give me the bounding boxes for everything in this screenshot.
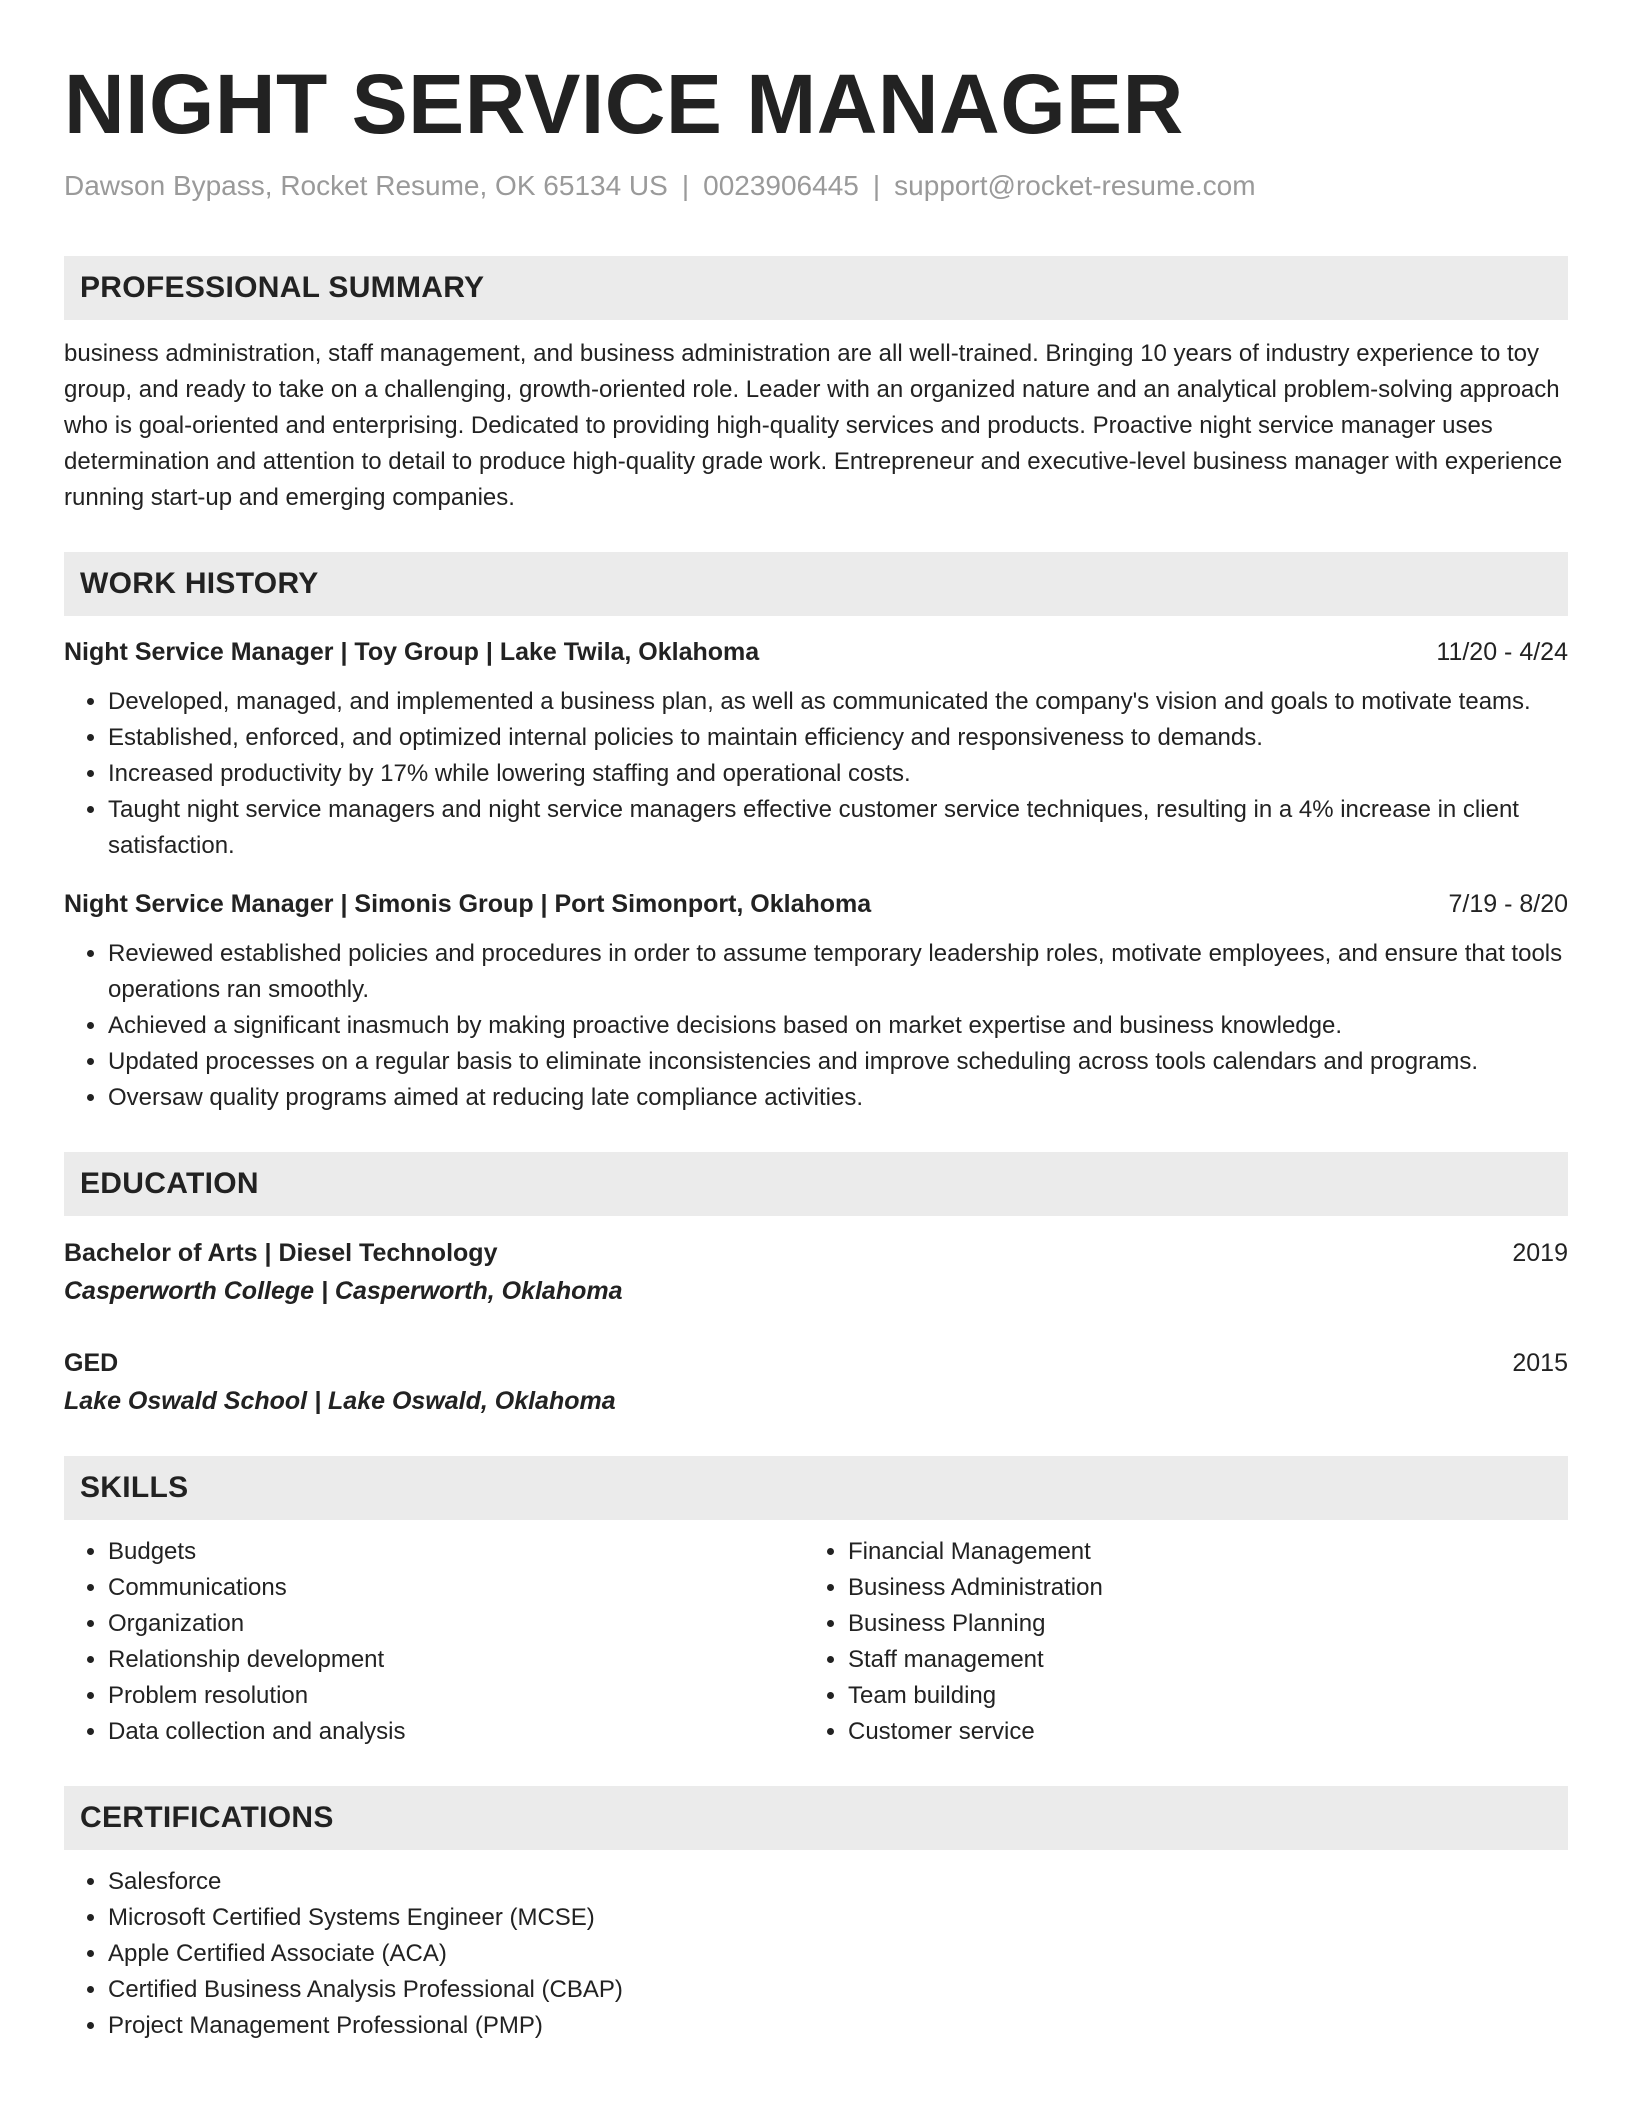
job-bullet: • Achieved a significant inasmuch by making proactive decisions based on market expertise and business knowledge. — [108, 1008, 1568, 1044]
job-bullets — [64, 936, 1568, 1116]
job-title: Night Service Manager | Toy Group | Lake Twila, Oklahoma — [64, 638, 760, 666]
job-bullet: • Increased productivity by 17% while lowering staffing and operational costs. — [108, 756, 1568, 792]
contact-separator: | — [681, 170, 690, 201]
skill-item: • Staff management — [848, 1642, 1564, 1678]
job-entry — [64, 886, 1568, 1116]
certification-item: • Salesforce — [108, 1864, 1568, 1900]
section-header-work-history: WORK HISTORY — [64, 552, 1568, 616]
skill-item: • Communications — [108, 1570, 804, 1606]
job-entry — [64, 634, 1568, 864]
skills-list — [64, 1534, 1568, 1750]
contact-address: Dawson Bypass, Rocket Resume, OK 65134 US — [64, 170, 668, 201]
education-header — [64, 1234, 1568, 1272]
education-year: 2015 — [1512, 1349, 1568, 1377]
skill-item: • Team building — [848, 1678, 1564, 1714]
education-degree: Bachelor of Arts | Diesel Technology — [64, 1239, 498, 1267]
job-bullet: • Oversaw quality programs aimed at reducing late compliance activities. — [108, 1080, 1568, 1116]
education-entry — [64, 1234, 1568, 1310]
skills-column-right — [804, 1534, 1564, 1750]
contact-line — [64, 168, 1568, 204]
job-bullet: • Established, enforced, and optimized internal policies to maintain efficiency and responsiveness to demands. — [108, 720, 1568, 756]
certification-item: • Microsoft Certified Systems Engineer (MCSE) — [108, 1900, 1568, 1936]
job-title: Night Service Manager | Simonis Group | Port Simonport, Oklahoma — [64, 890, 872, 918]
job-header — [64, 634, 1568, 670]
skill-item: • Problem resolution — [108, 1678, 804, 1714]
job-bullet: • Developed, managed, and implemented a business plan, as well as communicated the company's vision and goals to motivate teams. — [108, 684, 1568, 720]
skill-item: • Business Planning — [848, 1606, 1564, 1642]
section-header-certifications: CERTIFICATIONS — [64, 1786, 1568, 1850]
skills-column-left — [64, 1534, 804, 1750]
skill-item: • Relationship development — [108, 1642, 804, 1678]
skill-item: • Organization — [108, 1606, 804, 1642]
summary-text: business administration, staff management, and business administration are all well-trained. Bringing 10 years of industry experience to toy group, and ready to take on a challenging, growth-oriented role. Leader with an organized nature and an analytical problem-solving approach who is goal-oriented and enterprising. Dedicated to providing high-quality services and products. Proactive night service manager uses determination and attention to detail to produce high-quality grade work. Entrepreneur and executive-level business manager with experience running start-up and emerging companies. — [64, 340, 1563, 511]
certifications-list — [64, 1864, 1568, 2044]
education-entry — [64, 1344, 1568, 1420]
contact-phone: 0023906445 — [703, 170, 859, 201]
education-school: Casperworth College | Casperworth, Oklahoma — [64, 1277, 623, 1305]
job-bullet: • Updated processes on a regular basis to eliminate inconsistencies and improve scheduling across tools calendars and programs. — [108, 1044, 1568, 1080]
education-degree: GED — [64, 1349, 119, 1377]
job-header — [64, 886, 1568, 922]
contact-email: support@rocket-resume.com — [894, 170, 1256, 201]
job-bullet: • Reviewed established policies and procedures in order to assume temporary leadership roles, motivate employees, and ensure that tools operations ran smoothly. — [108, 936, 1568, 1008]
certification-item: • Project Management Professional (PMP) — [108, 2008, 1568, 2044]
section-header-summary: PROFESSIONAL SUMMARY — [64, 256, 1568, 320]
resume-title: NIGHT SERVICE MANAGER — [64, 57, 1184, 151]
contact-separator: | — [872, 170, 881, 201]
certification-item: • Apple Certified Associate (ACA) — [108, 1936, 1568, 1972]
skill-item: • Financial Management — [848, 1534, 1564, 1570]
skill-item: • Customer service — [848, 1714, 1564, 1750]
education-year: 2019 — [1512, 1239, 1568, 1267]
skill-item: • Budgets — [108, 1534, 804, 1570]
skill-item: • Data collection and analysis — [108, 1714, 804, 1750]
job-bullets — [64, 684, 1568, 864]
section-header-education: EDUCATION — [64, 1152, 1568, 1216]
education-school: Lake Oswald School | Lake Oswald, Oklahoma — [64, 1387, 616, 1415]
job-bullet: • Taught night service managers and night service managers effective customer service techniques, resulting in a 4% increase in client satisfaction. — [108, 792, 1568, 864]
job-dates: 7/19 - 8/20 — [1448, 890, 1568, 918]
education-header — [64, 1344, 1568, 1382]
job-dates: 11/20 - 4/24 — [1436, 638, 1568, 666]
certification-item: • Certified Business Analysis Professional (CBAP) — [108, 1972, 1568, 2008]
section-header-skills: SKILLS — [64, 1456, 1568, 1520]
skill-item: • Business Administration — [848, 1570, 1564, 1606]
